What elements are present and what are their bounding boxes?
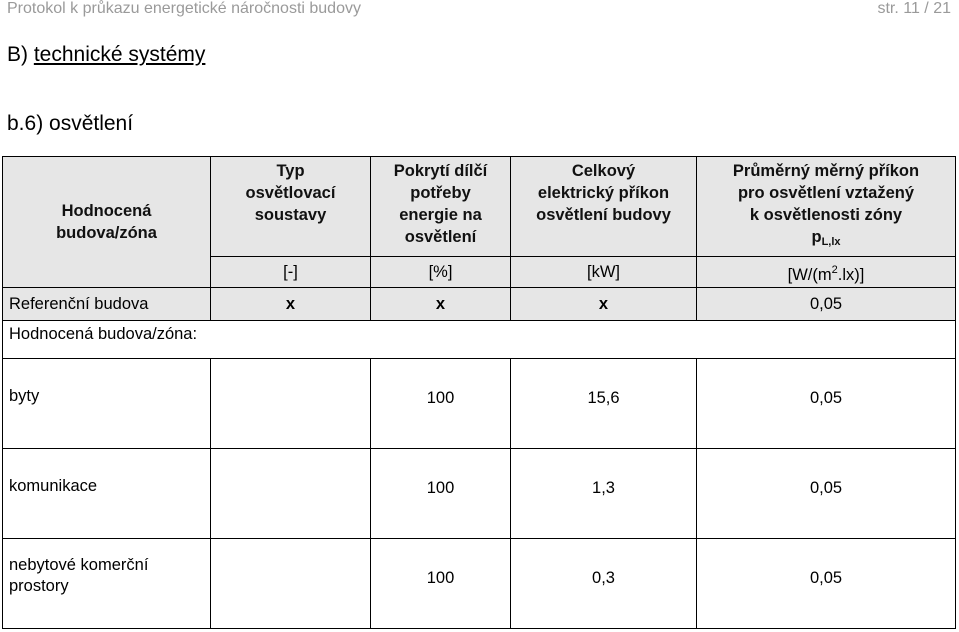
unit-specific — [697, 257, 956, 288]
zone-specific: 0,05 — [697, 359, 956, 449]
reference-power: x — [511, 288, 697, 321]
unit-type: [-] — [211, 257, 371, 288]
zone-name-line: komunikace — [9, 477, 98, 495]
reference-specific: 0,05 — [697, 288, 956, 321]
zone-coverage: 100 — [371, 449, 511, 539]
page-number: str. 11 / 21 — [877, 0, 951, 17]
reference-coverage: x — [371, 288, 511, 321]
table-row — [3, 359, 956, 449]
section-letter: B) — [7, 43, 28, 66]
zone-specific: 0,05 — [697, 539, 956, 629]
symbol-p: p — [811, 228, 822, 246]
col-header-line: Typ — [276, 162, 305, 180]
unit-specific-post: .lx)] — [837, 265, 865, 284]
zone-name — [3, 449, 211, 539]
section-heading — [7, 43, 205, 67]
lighting-table — [2, 156, 956, 629]
col-header-line: k osvětlenosti zóny — [749, 206, 903, 224]
reference-row — [3, 288, 956, 321]
zone-coverage: 100 — [371, 359, 511, 449]
col-header-line: osvětlovací — [245, 184, 336, 202]
col-header-line: Průměrný měrný příkon — [732, 162, 920, 180]
col-header-line: elektrický příkon — [537, 184, 670, 202]
col-header-line: soustavy — [254, 206, 327, 224]
zone-name — [3, 539, 211, 629]
col-header-zone — [3, 157, 211, 288]
col-header-zone-line: budova/zóna — [56, 224, 157, 242]
table-row — [3, 449, 956, 539]
col-header-line: pro osvětlení vztažený — [737, 184, 915, 202]
unit-specific-sup: 2 — [831, 263, 838, 276]
col-header-line: osvětlení — [404, 228, 477, 246]
evaluated-label: Hodnocená budova/zóna: — [3, 321, 956, 359]
table-row — [3, 539, 956, 629]
zone-name-line: prostory — [9, 577, 69, 595]
zone-specific: 0,05 — [697, 449, 956, 539]
unit-power: [kW] — [511, 257, 697, 288]
col-header-symbol — [697, 226, 955, 253]
zone-name-line: byty — [9, 387, 40, 405]
col-header-type — [211, 157, 371, 257]
zone-name-line: nebytové komerční — [9, 556, 149, 574]
col-header-coverage — [371, 157, 511, 257]
unit-specific-pre: [W/(m — [787, 265, 832, 284]
document-title: Protokol k průkazu energetické náročnosti budovy — [7, 0, 361, 17]
zone-type — [211, 539, 371, 629]
col-header-line: osvětlení budovy — [536, 206, 671, 224]
zone-power: 15,6 — [511, 359, 697, 449]
col-header-line: potřeby — [410, 184, 471, 202]
col-header-zone-line: Hodnocená — [61, 202, 152, 220]
zone-coverage: 100 — [371, 539, 511, 629]
zone-type — [211, 449, 371, 539]
zone-name — [3, 359, 211, 449]
zone-type — [211, 359, 371, 449]
header-row — [3, 157, 956, 257]
zone-power: 1,3 — [511, 449, 697, 539]
reference-label: Referenční budova — [3, 288, 211, 321]
col-header-line: energie na — [399, 206, 482, 224]
subsection-heading: b.6) osvětlení — [7, 112, 134, 135]
zone-power: 0,3 — [511, 539, 697, 629]
symbol-subscript: L,lx — [821, 236, 841, 248]
col-header-line: Pokrytí dílčí — [393, 162, 488, 180]
unit-coverage: [%] — [371, 257, 511, 288]
col-header-specific — [697, 157, 956, 257]
reference-type: x — [211, 288, 371, 321]
col-header-line: Celkový — [571, 162, 636, 180]
evaluated-label-row — [3, 321, 956, 359]
section-title: technické systémy — [33, 43, 206, 66]
col-header-power — [511, 157, 697, 257]
